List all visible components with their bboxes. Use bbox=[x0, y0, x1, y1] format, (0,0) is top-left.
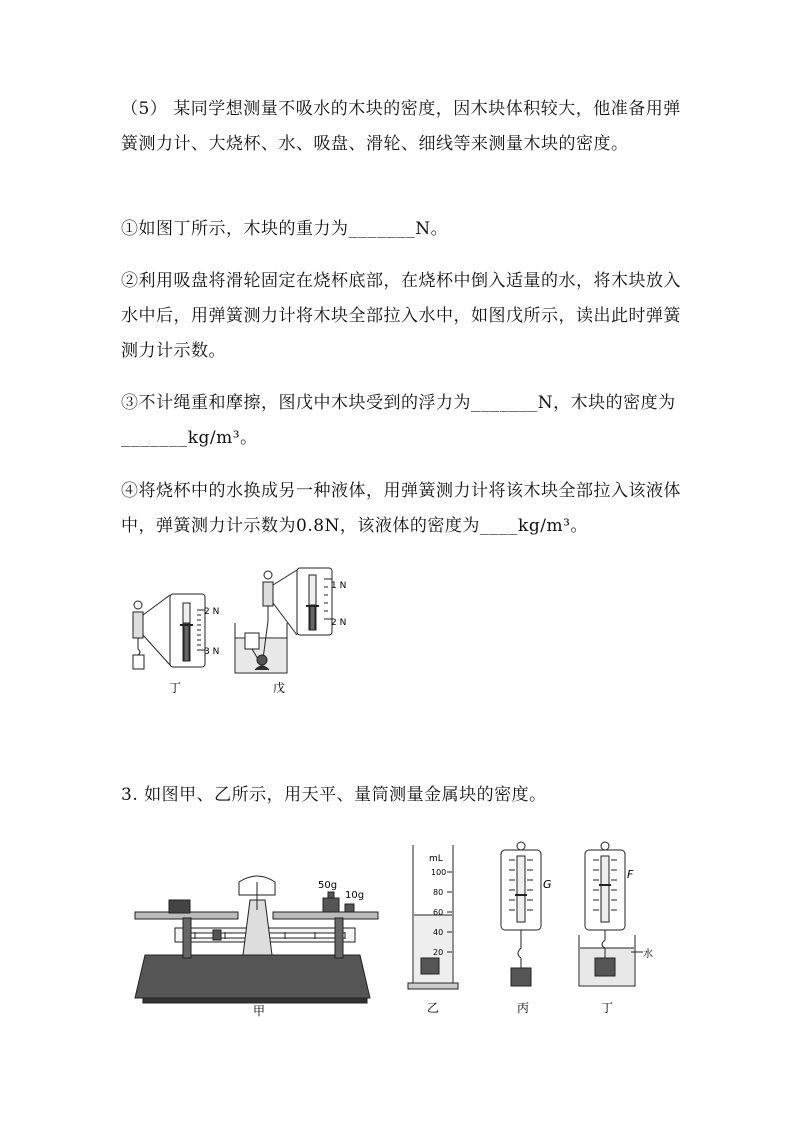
cylinder-tick-100: 100 bbox=[431, 868, 447, 877]
q5-step1 bbox=[121, 212, 681, 247]
q5-step1-text: ①如图丁所示，木块的重力为 bbox=[121, 219, 349, 239]
pull-force-label: F bbox=[627, 868, 634, 881]
q5-step3 bbox=[121, 386, 681, 456]
unit-text: N。 bbox=[415, 219, 449, 239]
figure-label-bing: 丙 bbox=[517, 1001, 530, 1015]
gravity-label: G bbox=[543, 878, 552, 891]
spring-scale-ding-figure bbox=[575, 840, 665, 1020]
weight-10g-label: 10g bbox=[345, 890, 365, 901]
q3-stem bbox=[121, 778, 681, 813]
ding-spring-scale bbox=[133, 594, 205, 669]
q5-intro-text: （5） 某同学想测量不吸水的木块的密度，因木块体积较大，他准备用弹簧测力计、大烧杯、水、吸盘、滑轮、细线等来测量木块的密度。 bbox=[121, 99, 681, 154]
balance-figure bbox=[125, 860, 385, 1020]
answer-blank[interactable]: ____ bbox=[479, 517, 519, 535]
q5-step2-text: ②利用吸盘将滑轮固定在烧杯底部，在烧杯中倒入适量的水，将木块放入水中后，用弹簧测力计将木块全部拉入水中，如图戊所示，读出此时弹簧测力计示数。 bbox=[121, 271, 681, 361]
figure-label-wu: 戊 bbox=[273, 681, 286, 695]
graduated-cylinder-figure bbox=[405, 840, 465, 1020]
figure-label-ding: 丁 bbox=[169, 681, 182, 695]
spring-scale-figure-5 bbox=[125, 565, 365, 700]
answer-blank[interactable]: _______ bbox=[121, 429, 188, 447]
q5-step4-text: ④将烧杯中的水换成另一种液体，用弹簧测力计将该木块全部拉入该液体中，弹簧测力计示数为0.8N，该液体的密度为 bbox=[121, 481, 681, 536]
unit-text: kg/m³。 bbox=[518, 516, 588, 536]
spring-scale-bing-figure bbox=[495, 840, 565, 1020]
weight-50g-label: 50g bbox=[318, 880, 338, 891]
figure-label-yi: 乙 bbox=[427, 1001, 440, 1015]
answer-blank[interactable]: _______ bbox=[471, 394, 538, 412]
ding-tick-bottom: 3 N bbox=[204, 647, 220, 657]
q5-intro bbox=[121, 92, 681, 162]
wu-tick-top: 1 N bbox=[331, 581, 347, 591]
q5-step3-text: ③不计绳重和摩擦，图戊中木块受到的浮力为 bbox=[121, 393, 471, 413]
cylinder-unit: mL bbox=[429, 854, 443, 864]
wu-apparatus bbox=[235, 568, 332, 673]
figure-label-jia: 甲 bbox=[253, 1004, 266, 1018]
q5-step4 bbox=[121, 474, 681, 544]
q5-step3-mid-text: N，木块的密度为 bbox=[537, 393, 676, 413]
cylinder-tick-80: 80 bbox=[433, 888, 444, 897]
water-label: 水 bbox=[643, 949, 653, 960]
cylinder-tick-20: 20 bbox=[433, 948, 444, 957]
wu-tick-bottom: 2 N bbox=[331, 618, 347, 628]
cylinder-tick-40: 40 bbox=[433, 928, 444, 937]
cylinder-tick-60: 60 bbox=[433, 908, 444, 917]
unit-text: kg/m³。 bbox=[187, 428, 258, 448]
answer-blank[interactable]: _______ bbox=[348, 220, 416, 238]
figure-label-ding: 丁 bbox=[601, 1001, 614, 1015]
q5-step2 bbox=[121, 264, 681, 369]
q3-text: 3. 如图甲、乙所示，用天平、量筒测量金属块的密度。 bbox=[121, 785, 547, 805]
ding-tick-top: 2 N bbox=[204, 607, 220, 617]
